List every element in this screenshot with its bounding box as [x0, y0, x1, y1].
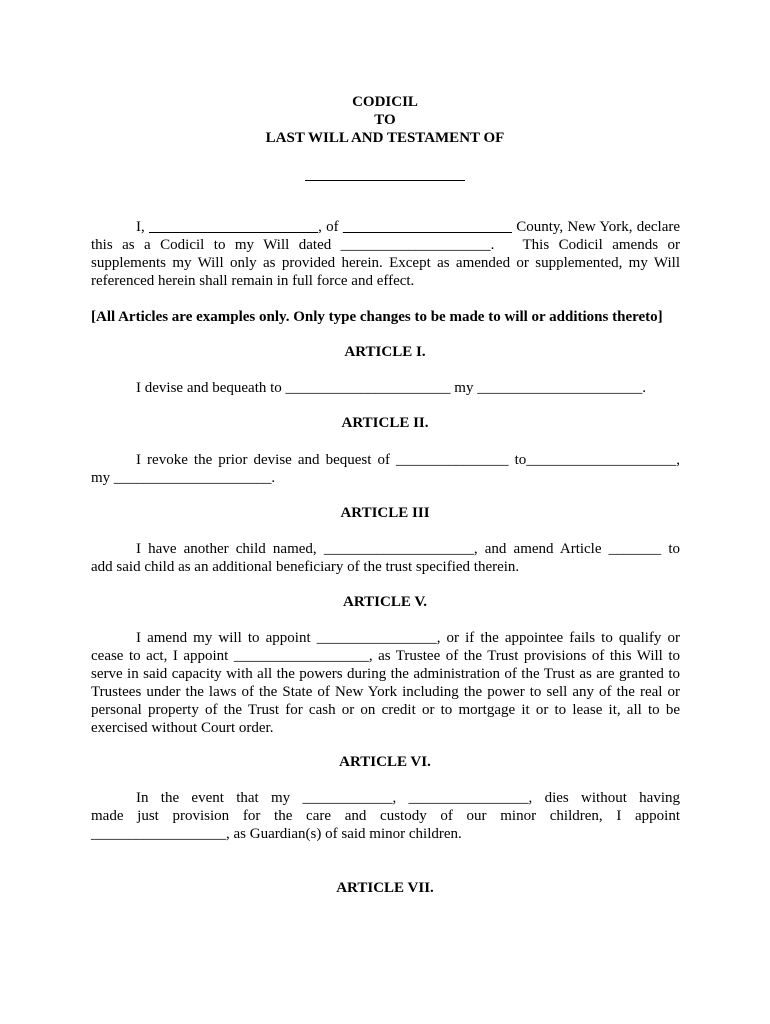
article-1-heading: ARTICLE I.	[344, 344, 426, 360]
article-5-line-6: exercised without Court order.	[91, 720, 274, 736]
article-2-heading: ARTICLE II.	[341, 415, 429, 431]
article-5-line-1: I amend my will to appoint ________________, or if the appointee fails to qualify or	[136, 630, 680, 646]
intro-line-2: this as a Codicil to my Will dated ____________________. This Codicil amends or	[91, 237, 680, 253]
article-2-line-1: I revoke the prior devise and bequest of _______________ to____________________,	[136, 452, 680, 468]
article-3-line-2: add said child as an additional beneficiary of the trust specified therein.	[91, 559, 520, 575]
intro-line-1: I, , of County, New York, declare	[136, 219, 680, 235]
article-6-line-2: made just provision for the care and custody of our minor children, I appoint	[91, 808, 680, 824]
title-line-3: LAST WILL AND TESTAMENT OF	[265, 130, 505, 146]
article-1-text: I devise and bequeath to ______________________ my ______________________.	[136, 380, 646, 396]
article-3-line-1: I have another child named, ____________________, and amend Article _______ to	[136, 541, 680, 557]
intro-line-3: supplements my Will only as provided herein. Except as amended or supplemented, my Will	[91, 255, 680, 271]
testator-name-blank	[305, 180, 465, 181]
article-5-line-4: Trustees under the laws of the State of New York including the power to sell any of the real or	[91, 684, 680, 700]
article-2-line-2: my _____________________.	[91, 470, 276, 486]
articles-note: [All Articles are examples only. Only type changes to be made to will or additions thereto]	[91, 309, 663, 325]
article-6-line-3: __________________, as Guardian(s) of said minor children.	[91, 826, 462, 842]
article-5-heading: ARTICLE V.	[343, 594, 427, 610]
intro-line-4: referenced herein shall remain in full force and effect.	[91, 273, 415, 289]
title-line-1: CODICIL	[352, 94, 418, 110]
article-5-line-2: cease to act, I appoint __________________, as Trustee of the Trust provisions of this Will to	[91, 648, 680, 664]
article-7-heading: ARTICLE VII.	[336, 880, 434, 896]
title-line-2: TO	[374, 112, 396, 128]
article-6-heading: ARTICLE VI.	[339, 754, 431, 770]
article-3-heading: ARTICLE III	[340, 505, 430, 521]
article-5-line-5: personal property of the Trust for cash or on credit or to mortgage it or to lease it, all to be	[91, 702, 680, 718]
article-5-line-3: serve in said capacity with all the powers during the administration of the Trust as are granted to	[91, 666, 680, 682]
article-6-line-1: In the event that my ____________, ________________, dies without having	[136, 790, 680, 806]
